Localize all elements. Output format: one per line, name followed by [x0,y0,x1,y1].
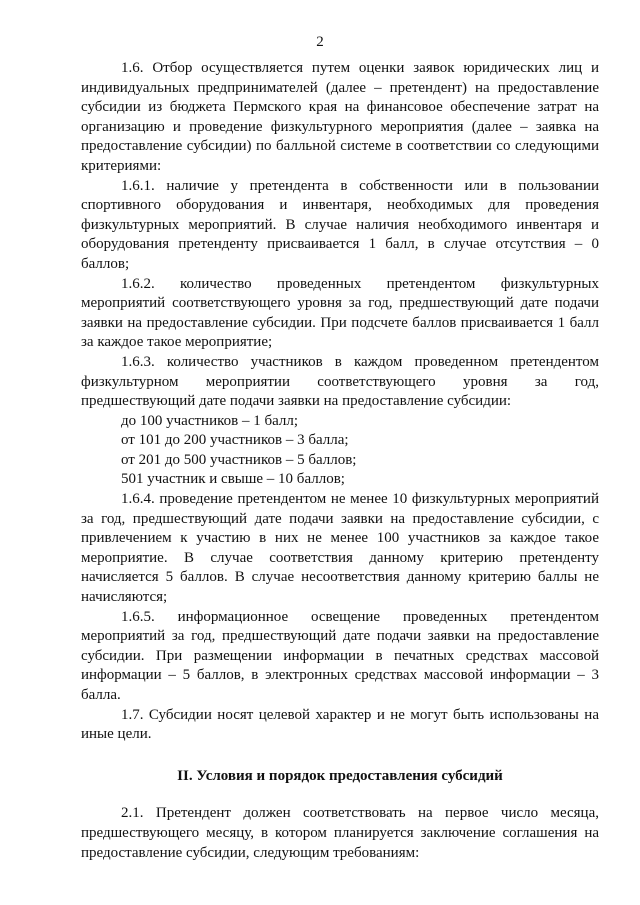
paragraph-1-6-1: 1.6.1. наличие у претендента в собственности или в пользовании спортивного оборудования и инвентаря, необходимых для проведения физкультурных мероприятий. В случае наличия необходимого инвентаря и оборудования претенденту присваивается 1 балл, в случае отсутствия – 0 баллов; [81,177,599,272]
paragraph-1-6-4: 1.6.4. проведение претендентом не менее 10 физкультурных мероприятий за год, предшествующий дате подачи заявки на предоставление субсидии, с привлечением к участию в них не менее 100 участников за каждое такое мероприятие. В случае соответствия данному критерию претенденту начисляется 5 баллов. В случае несоответствия данному критерию баллы не начисляются; [81,491,599,606]
paragraph-2-1: 2.1. Претендент должен соответствовать на первое число месяца, предшествующего месяцу, в котором планируется заключение соглашения на предоставление субсидии, следующим требованиям: [81,805,599,861]
paragraph-1-6-5: 1.6.5. информационное освещение проведенных претендентом мероприятий за год, предшествующий дате подачи заявки на предоставление субсидии. При размещении информации в печатных средствах массовой информации – 5 баллов, в электронных средствах массовой информации – 3 балла. [81,608,599,703]
paragraph-1-7: 1.7. Субсидии носят целевой характер и не могут быть использованы на иные цели. [81,706,599,743]
paragraph-1-6: 1.6. Отбор осуществляется путем оценки заявок юридических лиц и индивидуальных предпринимателей (далее – претендент) на предоставление субсидии из бюджета Пермского края на финансовое обеспечение затрат на организацию и проведение физкультурного мероприятия (далее – заявка на предоставление субсидии) по балльной системе в соответствии со следующими критериями: [81,60,599,174]
list-item: от 101 до 200 участников – 3 балла; [121,432,349,449]
list-item: от 201 до 500 участников – 5 баллов; [121,451,357,468]
list-item: до 100 участников – 1 балл; [121,412,299,429]
document-body [81,59,599,863]
paragraph-1-6-2: 1.6.2. количество проведенных претендентом физкультурных мероприятий соответствующего уровня за год, предшествующий дате подачи заявки на предоставление субсидии. При подсчете баллов присваивается 1 балл за каждое такое мероприятие; [81,275,599,351]
participant-scale-list [81,412,599,490]
section-heading: II. Условия и порядок предоставления субсидий [177,767,503,784]
page-number: 2 [316,34,324,50]
list-item: 501 участник и свыше – 10 баллов; [121,471,345,488]
paragraph-1-6-3: 1.6.3. количество участников в каждом проведенном претендентом физкультурном мероприятии соответствующего уровня за год, предшествующий дате подачи заявки на предоставление субсидии: [81,353,599,410]
